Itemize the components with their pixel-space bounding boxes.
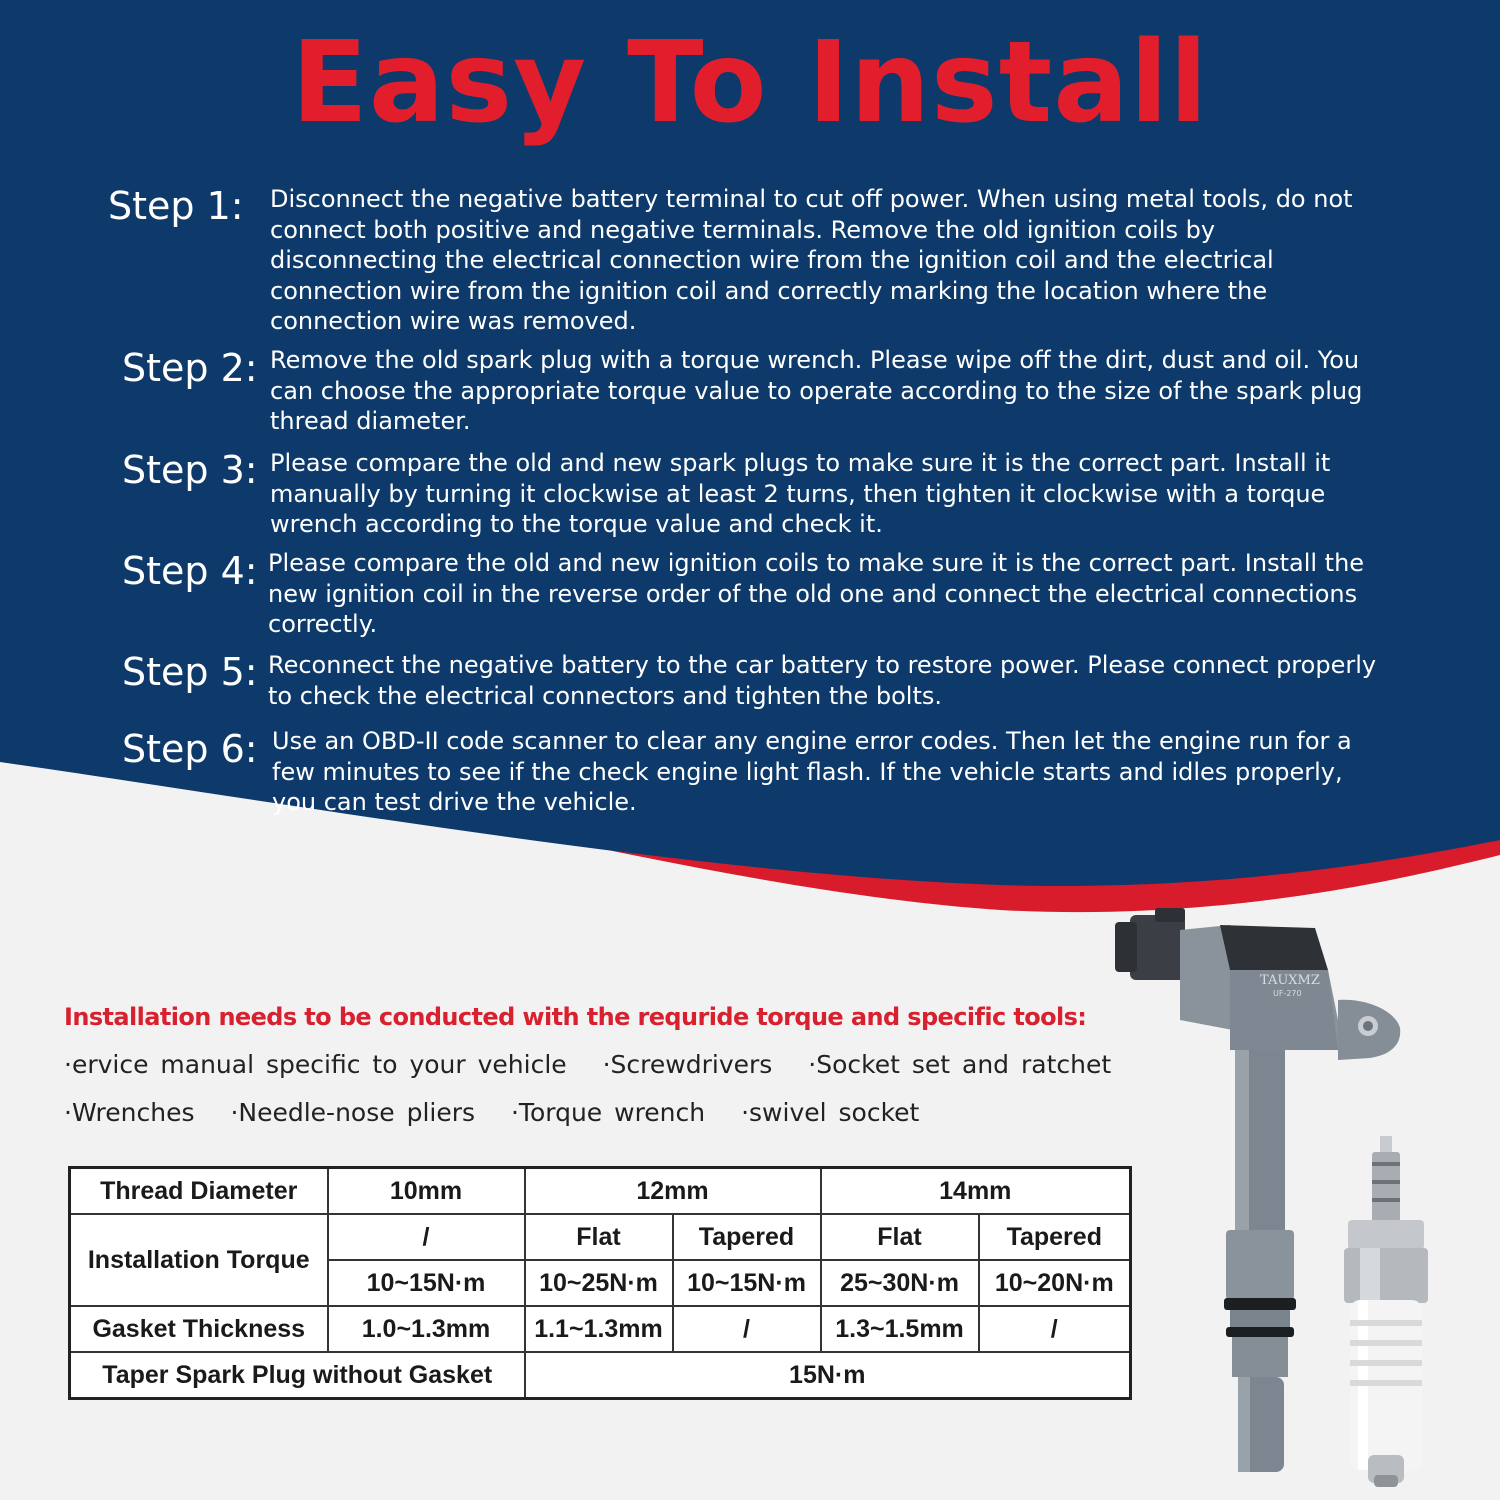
tool-item: ·Needle-nose pliers [230, 1098, 476, 1127]
table-row [70, 1306, 1131, 1352]
table-cell: 14mm [821, 1168, 1131, 1215]
step-label: Step 4: [122, 549, 258, 593]
table-cell: / [979, 1306, 1131, 1352]
table-header-cell: Installation Torque [70, 1214, 328, 1306]
step-label: Step 2: [122, 346, 258, 390]
table-cell: 1.0~1.3mm [328, 1306, 525, 1352]
tool-item: ·Socket set and ratchet [808, 1050, 1112, 1079]
table-cell: Flat [821, 1214, 979, 1260]
table-cell: Tapered [673, 1214, 821, 1260]
step-label: Step 3: [122, 448, 258, 492]
table-cell: 10mm [328, 1168, 525, 1215]
step-text: Disconnect the negative battery terminal to cut off power. When using metal tools, do not connect both positive and negative terminals. Remove the old ignition coils by disconnecting the electrical connection wire from the ignition coil and the electrical connection wire from the ignition coil and correctly marking the location where the connection wire was removed. [270, 185, 1353, 335]
step-text: Please compare the old and new spark plugs to make sure it is the correct part. Install it manually by turning it clockwise at least 2 turns, then tighten it clockwise with a torque wrench according to the torque value and check it. [270, 449, 1331, 538]
step-text: Please compare the old and new ignition coils to make sure it is the correct part. Install the new ignition coil in the reverse order of the old one and connect the electrical connections correctly. [268, 549, 1365, 638]
tool-item: ·ervice manual specific to your vehicle [64, 1050, 567, 1079]
tools-list-row-2 [64, 1098, 943, 1127]
coil-model-text: UF-270 [1273, 989, 1302, 998]
table-cell: 10~15N·m [673, 1260, 821, 1306]
table-cell: 10~15N·m [328, 1260, 525, 1306]
step-text: Remove the old spark plug with a torque wrench. Please wipe off the dirt, dust and oil. You can choose the appropriate torque value to operate according to the size of the spark plug thread diameter. [270, 346, 1363, 435]
step-label: Step 5: [122, 650, 258, 694]
requirements-heading: Installation needs to be conducted with the requride torque and specific tools: [64, 1003, 1087, 1031]
page-title: Easy To Install [291, 18, 1209, 148]
table-cell: 1.1~1.3mm [525, 1306, 673, 1352]
ignition-coil-and-spark-plug-image [1110, 900, 1490, 1490]
tool-item: ·Torque wrench [510, 1098, 706, 1127]
torque-table [68, 1166, 1132, 1400]
step-text: Use an OBD-II code scanner to clear any engine error codes. Then let the engine run for a few minutes to see if the check engine light flash. If the vehicle starts and idles properly, you can test drive the vehicle. [272, 727, 1352, 816]
tools-list-row-1 [64, 1050, 1135, 1079]
step-label: Step 6: [122, 727, 258, 771]
tool-item: ·Wrenches [64, 1098, 195, 1127]
table-cell: / [328, 1214, 525, 1260]
table-cell: 25~30N·m [821, 1260, 979, 1306]
table-header-cell: Gasket Thickness [70, 1306, 328, 1352]
table-cell: 10~25N·m [525, 1260, 673, 1306]
table-header-cell: Taper Spark Plug without Gasket [70, 1352, 525, 1399]
tool-item: ·Screwdrivers [602, 1050, 773, 1079]
table-cell: 12mm [525, 1168, 821, 1215]
spark-plug-image [1344, 1136, 1428, 1487]
table-row [70, 1214, 1131, 1260]
table-row [70, 1168, 1131, 1215]
table-header-cell: Thread Diameter [70, 1168, 328, 1215]
step-label: Step 1: [108, 184, 244, 228]
coil-brand-text: TAUXMZ [1260, 973, 1320, 988]
table-cell: 1.3~1.5mm [821, 1306, 979, 1352]
table-cell: Tapered [979, 1214, 1131, 1260]
table-cell: / [673, 1306, 821, 1352]
table-cell: Flat [525, 1214, 673, 1260]
step-text: Reconnect the negative battery to the car battery to restore power. Please connect properly to check the electrical connectors and tighten the bolts. [268, 651, 1377, 710]
table-row [70, 1352, 1131, 1399]
table-cell: 10~20N·m [979, 1260, 1131, 1306]
tool-item: ·swivel socket [741, 1098, 920, 1127]
table-cell: 15N·m [525, 1352, 1131, 1399]
